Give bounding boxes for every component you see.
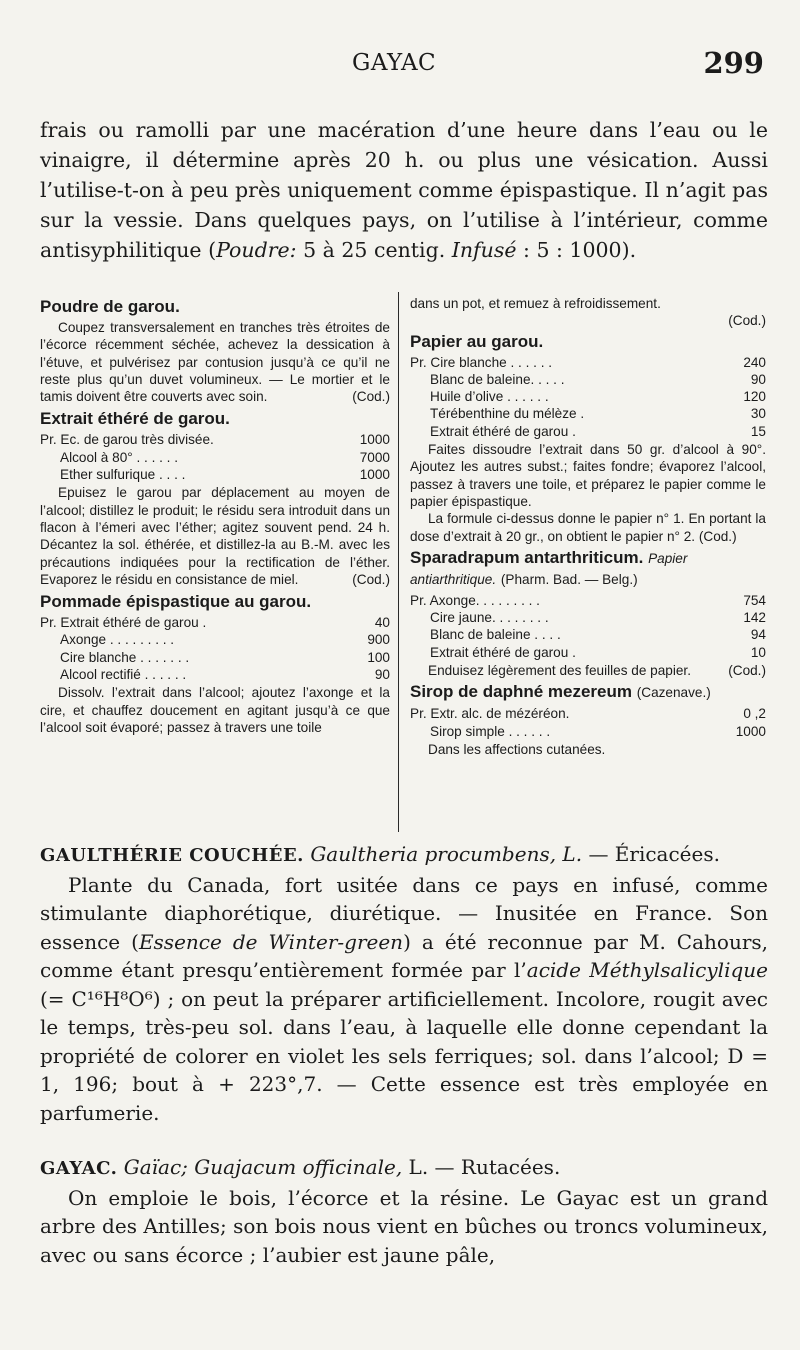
sparadrapum-source: (Cod.) [728,663,766,679]
gayac-latin: Gaïac; Guajacum officinale, [123,1155,403,1179]
recipe-row: Alcool à 80° . . . . . . 7000 [60,449,390,465]
right-column [410,295,766,758]
gayac-text: On emploie le bois, l’écorce et la résine. Le Gayac est un grand arbre des Antilles; son bois nous vient en bûches ou troncs volumineux, avec ou sans écorce ; l’aubier est jaune pâle, [40,1185,768,1267]
gaultherie-essence: Essence de Winter-green [138,929,404,954]
gayac-headword: GAYAC. [40,1158,118,1179]
page-number: 299 [703,46,764,80]
gaultherie-text: Plante du Canada, fort usitée dans ce pays en infusé, comme stimulante diaphorétique, diurétique. — Inusitée en France. Son essence (Essence de Winter-green) a été reconnue par M. Cahours, comme étant presqu’entièrement formée par l’acide Méthylsalicylique (= C¹⁶H⁸O⁶) ; on peut la préparer artificiellement. Incolore, rougit avec le temps, très-peu sol. dans l’eau, à laquelle elle donne cependant la propriété de colorer en violet les sels ferriques; sol. dans l’alcool; D = 1, 196; bout à + 223°,7. — Cette essence est très employée en parfumerie. [40,872,769,1125]
sparadrapum-note-italic: Papier antiarthritique. [410,550,688,587]
papier-recipe [410,354,766,440]
gaultherie-headword: GAULTHÉRIE COUCHÉE. [40,845,304,866]
intro-paragraph [40,115,768,265]
recipe-row: Cire blanche . . . . . . . 100 [60,649,390,665]
page-header [0,46,800,90]
recipe-row: Alcool rectifié . . . . . . 90 [60,667,390,683]
recipe-row: Blanc de baleine. . . . . 90 [430,371,766,387]
recipe-row: Pr. Ec. de garou très divisée. 1000 [40,432,390,448]
recipe-row: Sirop simple . . . . . . 1000 [430,723,766,739]
recipe-row: Pr. Axonge. . . . . . . . . 754 [410,592,766,608]
recipe-row: Blanc de baleine . . . . 94 [430,627,766,643]
continued-source: (Cod.) [728,313,766,329]
extrait-text: Epuisez le garou par déplacement au moyen de l’alcool; distillez le produit; le résidu sera introduit dans un flacon à l’émeri avec l’éther; agitez souvent pend. 24 h. Décantez la sol. éthérée, et distillez-la au B.-M. avec les précautions indiquées pour la rectification de l’éther. Evaporez le résidu en consistance de miel. (Cod.) [40,485,390,587]
intro-poudre: Poudre: [216,237,297,262]
extrait-source: (Cod.) [352,571,390,587]
gayac-entry [40,1153,768,1269]
intro-infuse: Infusé [451,237,517,262]
papier-source: (Cod.) [698,528,737,544]
gaultherie-heading [40,840,768,871]
running-title: GAYAC [352,50,437,76]
sirop-recipe [410,705,766,740]
gaultherie-acide: acide Méthylsalicylique [526,958,768,982]
sparadrapum-recipe [410,592,766,661]
continued-text: dans un pot, et remuez à refroidissement. [410,296,661,311]
recipe-row: Cire jaune. . . . . . . . 142 [430,610,766,626]
intro-end: : 5 : 1000). [516,237,637,262]
sparadrapum-note: (Pharm. Bad. — Belg.) [500,571,638,587]
pommade-text: Dissolv. l’extrait dans l’alcool; ajoutez l’axonge et la cire, et chauffez doucement en agitant jusqu’à ce que l’alcool soit évaporé; passez à travers une toile [40,685,390,735]
poudre-title: Poudre de garou. [40,297,180,316]
gaultherie-entry [40,840,768,1127]
pommade-recipe [40,614,390,683]
recipe-row: Pr. Extrait éthéré de garou . 40 [40,615,390,631]
sparadrapum-title: Sparadrapum antarthriticum. Papier antiarthritique. (Pharm. Bad. — Belg.) [410,547,688,587]
pommade-title: Pommade épispastique au garou. [40,592,312,612]
papier-text-1: Faites dissoudre l’extrait dans 50 gr. d’alcool à 90°. Ajoutez les autres subst.; faites fondre; évaporez l’alcool, passez à travers une toile, et préparez le papier comme le papier épispastique. [410,442,766,509]
sirop-text: Dans les affections cutanées. [428,741,606,757]
intro-text: frais ou ramolli par une macération d’une heure dans l’eau ou le vinaigre, il détermine après 20 h. ou plus une vésication. Aussi l’utilise-t-on à peu près uniquement comme épispastique. Il n’agit pas sur la vessie. Dans quelques pays, on l’utilise à l’intérieur, comme antisyphilitique ( [40,117,768,262]
extrait-recipe [40,431,390,483]
recipe-row: Huile d’olive . . . . . . 120 [430,389,766,405]
sirop-note: (Cazenave.) [636,685,711,701]
left-column [40,295,390,736]
recipe-row: Extrait éthéré de garou . 10 [430,644,766,660]
recipe-row: Axonge . . . . . . . . . 900 [60,632,390,648]
papier-text-2: La formule ci-dessus donne le papier n° 1. En portant la dose d’extrait à 20 gr., on obtient le papier n° 2. (Cod.) [410,511,766,544]
extrait-title: Extrait éthéré de garou. [40,409,230,429]
gaultherie-latin: Gaultheria procumbens, L. [310,842,583,866]
column-divider [398,292,399,832]
sirop-title: Sirop de daphné mezereum (Cazenave.) [410,682,711,702]
recipe-row: Ether sulfurique . . . . 1000 [60,467,390,483]
recipe-row: Pr. Cire blanche . . . . . . 240 [410,354,766,370]
poudre-source: (Cod.) [352,389,390,405]
papier-title: Papier au garou. [410,331,544,351]
recipe-row: Extrait éthéré de garou . 15 [430,423,766,439]
recipe-row: Pr. Extr. alc. de mézéréon. 0 ,2 [410,706,766,722]
intro-mid: 5 à 25 centig. [296,237,452,262]
poudre-text: Coupez transversalement en tranches très étroites de l’écorce récemment séchée, achevez la dessication à l’étuve, et pulvérisez par contusion jusqu’à ce qu’il ne reste plus qu’un duvet volumineux. — Le mortier et le tamis doivent être couverts avec soin. (Cod.) [40,320,390,405]
recipe-row: Térébenthine du mélèze . 30 [430,406,766,422]
gayac-heading [40,1153,768,1184]
gayac-family: — Rutacées. [434,1155,561,1179]
gayac-author: L. [408,1155,429,1179]
gaultherie-family: — Éricacées. [588,842,720,866]
sparadrapum-text: Enduisez légèrement des feuilles de papier. (Cod.) [428,663,766,679]
